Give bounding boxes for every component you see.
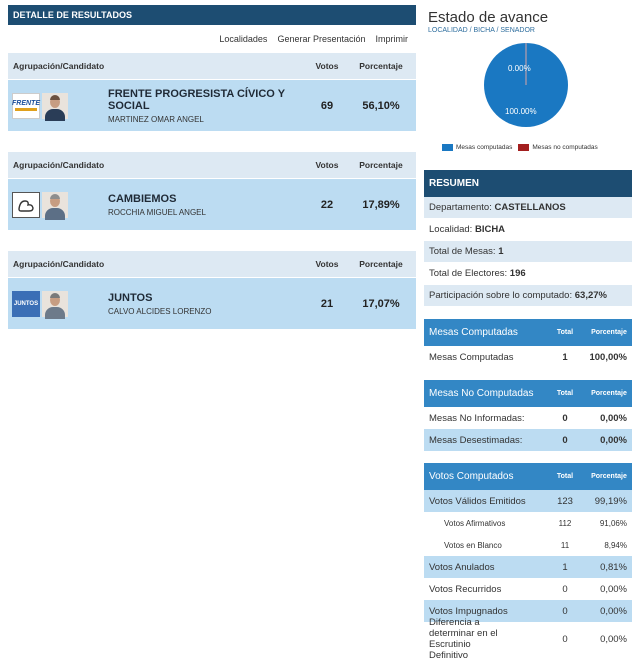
result-card-header [8, 53, 416, 79]
votes-value: 22 [320, 198, 334, 211]
results-detail-title: DETALLE DE RESULTADOS [8, 5, 416, 25]
candidate-photo [42, 291, 68, 317]
result-card [8, 251, 416, 329]
table-row: Mesas Computadas 1 100,00% [424, 346, 632, 368]
table-row: Mesas Desestimadas: 0 0,00% [424, 429, 632, 451]
table-row: Votos Recurridos 0 0,00% [424, 578, 632, 600]
estado-avance-title: Estado de avance [428, 9, 549, 26]
percentage-column-header: Porcentaje [359, 61, 403, 71]
resumen-row: Total de Electores: 196 [424, 263, 632, 285]
votos-computados-table [424, 463, 632, 661]
party-name: CAMBIEMOS [108, 192, 177, 205]
percentage-column-header: Porcentaje [359, 259, 403, 269]
votes-column-header: Votos [315, 259, 339, 269]
percentage-value: 17,07% [362, 297, 400, 310]
table-row: Votos Afirmativos 112 91,06% [424, 512, 632, 534]
table-title: Votos Computados [429, 471, 514, 483]
percentage-value: 56,10% [362, 99, 400, 112]
table-row: Votos en Blanco 11 8,94% [424, 534, 632, 556]
table-row: Votos Impugnados 0 0,00% [424, 600, 632, 622]
table-row: Mesas No Informadas: 0 0,00% [424, 407, 632, 429]
pie-label-computadas: 100.00% [505, 107, 537, 116]
pie-label-no-computadas: 0.00% [508, 64, 531, 73]
votes-column-header: Votos [315, 160, 339, 170]
table-title: Mesas No Computadas [429, 388, 534, 400]
percentage-column-header: Porcentaje [591, 390, 627, 398]
candidate-photo [42, 192, 68, 218]
candidate-column-header: Agrupación/Candidato [13, 160, 105, 170]
legend-swatch [442, 144, 453, 151]
votes-value: 21 [320, 297, 334, 310]
results-detail-panel [8, 5, 416, 329]
party-logo: JUNTOS [12, 291, 40, 317]
total-column-header: Total [556, 390, 574, 398]
legend-item-no-computadas: Mesas no computadas [518, 144, 597, 151]
percentage-value: 17,89% [362, 198, 400, 211]
result-card [8, 152, 416, 230]
table-row: Diferencia a determinar en el Escrutinio Definitivo 0 0,00% [424, 622, 632, 656]
result-row [8, 79, 416, 131]
resumen-row: Localidad: BICHA [424, 219, 632, 241]
mesas-no-computadas-table [424, 380, 632, 451]
candidate-name: CALVO ALCIDES LORENZO [108, 306, 212, 316]
percentage-column-header: Porcentaje [359, 160, 403, 170]
party-images [8, 192, 108, 218]
progress-pie-chart [424, 34, 632, 142]
candidate-name: MARTINEZ OMAR ANGEL [108, 114, 204, 124]
total-column-header: Total [556, 473, 574, 481]
votes-column-header: Votos [315, 61, 339, 71]
generar-presentacion-link[interactable]: Generar Presentación [277, 34, 366, 44]
party-name: JUNTOS [108, 291, 153, 304]
resumen-title: RESUMEN [424, 170, 632, 197]
mesas-computadas-table [424, 319, 632, 368]
candidate-column-header: Agrupación/Candidato [13, 61, 105, 71]
result-row [8, 178, 416, 230]
resumen-row: Total de Mesas: 1 [424, 241, 632, 263]
candidate-photo [42, 93, 68, 119]
percentage-column-header: Porcentaje [591, 329, 627, 337]
result-card [8, 53, 416, 131]
cambiemos-logo-icon [16, 195, 36, 215]
total-column-header: Total [556, 329, 574, 337]
pie-legend [424, 144, 632, 151]
votes-value: 69 [320, 99, 334, 112]
sidebar-panel [424, 5, 632, 661]
result-card-header [8, 152, 416, 178]
localidades-link[interactable]: Localidades [219, 34, 268, 44]
legend-swatch [518, 144, 529, 151]
results-toolbar [8, 25, 416, 53]
result-card-header [8, 251, 416, 277]
resumen-row: Participación sobre lo computado: 63,27% [424, 285, 632, 307]
resumen-row: Departamento: CASTELLANOS [424, 197, 632, 219]
party-logo [12, 192, 40, 218]
party-name: FRENTE PROGRESISTA CÍVICO Y SOCIAL [108, 87, 285, 112]
party-images [8, 291, 108, 317]
percentage-column-header: Porcentaje [591, 473, 627, 481]
pie-svg [481, 40, 571, 130]
table-row: Votos Válidos Emitidos 123 99,19% [424, 490, 632, 512]
candidate-name: ROCCHIA MIGUEL ANGEL [108, 207, 206, 217]
party-logo: FRENTE [12, 93, 40, 119]
result-row [8, 277, 416, 329]
breadcrumb: LOCALIDAD / BICHA / SENADOR [428, 27, 535, 34]
table-row: Votos Anulados 1 0,81% [424, 556, 632, 578]
candidate-column-header: Agrupación/Candidato [13, 259, 105, 269]
imprimir-link[interactable]: Imprimir [375, 34, 408, 44]
table-title: Mesas Computadas [429, 327, 518, 339]
legend-item-computadas: Mesas computadas [442, 144, 512, 151]
party-images [8, 93, 108, 119]
